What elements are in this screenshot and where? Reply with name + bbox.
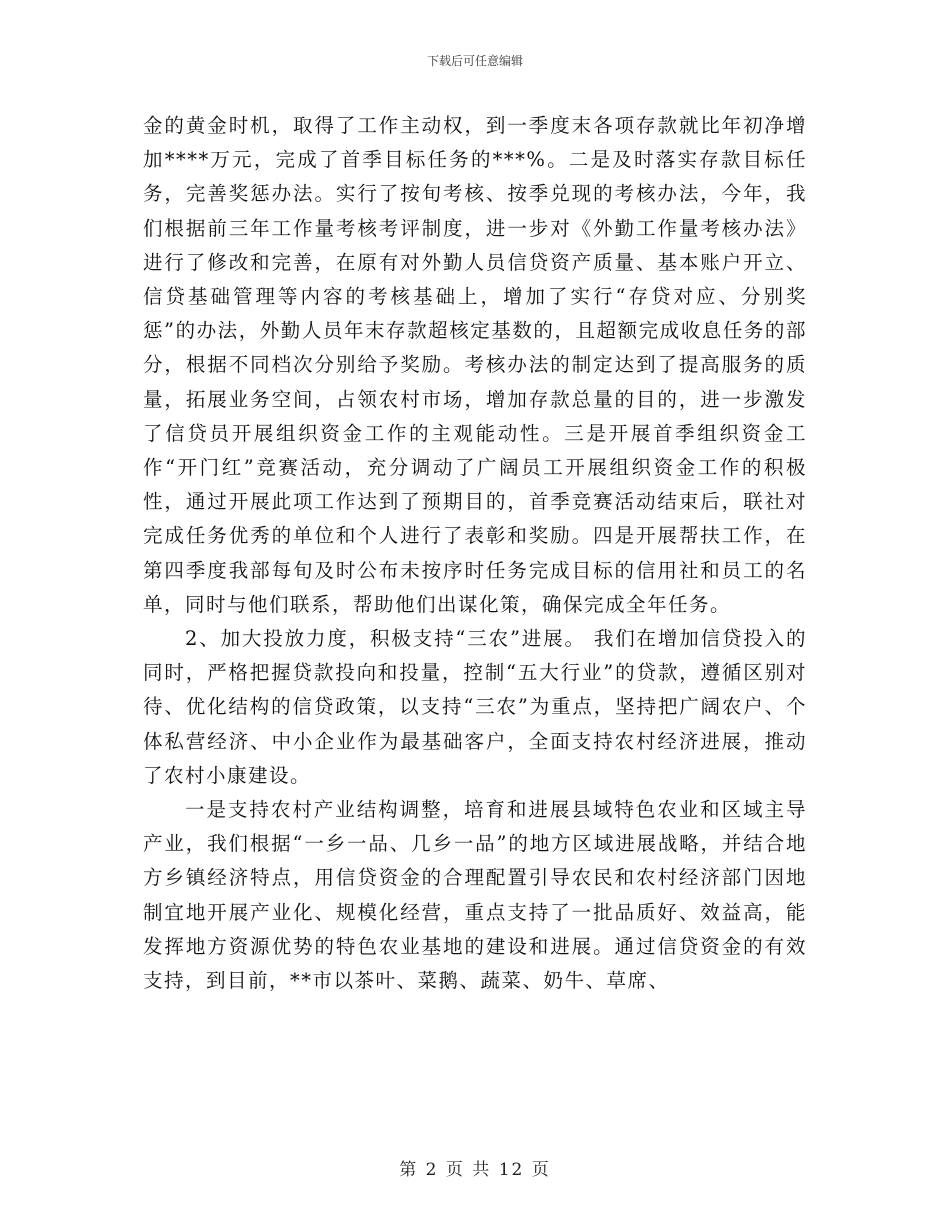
page-number: 第 2 页 共 12 页 <box>399 1160 551 1180</box>
document-body <box>143 109 807 998</box>
paragraph-continued: 金的黄金时机，取得了工作主动权，到一季度末各项存款就比年初净增加****万元，完成了首季目标任务的***%。二是及时落实存款目标任务，完善奖惩办法。实行了按旬考核、按季兑现的考核办法，今年，我们根据前三年工作量考核考评制度，进一步对《外勤工作量考核办法》进行了修改和完善，在原有对外勤人员信贷资产质量、基本账户开立、信贷基础管理等内容的考核基础上，增加了实行“存贷对应、分别奖惩”的办法，外勤人员年末存款超核定基数的，且超额完成收息任务的部分，根据不同档次分别给予奖励。考核办法的制定达到了提高服务的质量，拓展业务空间，占领农村市场，增加存款总量的目的，进一步激发了信贷员开展组织资金工作的主观能动性。三是开展首季组织资金工作“开门红”竞赛活动，充分调动了广阔员工开展组织资金工作的积极性，通过开展此项工作达到了预期目的，首季竞赛活动结束后，联社对完成任务优秀的单位和个人进行了表彰和奖励。四是开展帮扶工作，在第四季度我部每旬及时公布未按序时任务完成目标的信用社和员工的名单，同时与他们联系，帮助他们出谋化策，确保完成全年任务。 <box>143 114 807 616</box>
paragraph-point-1: 一是支持农村产业结构调整，培育和进展县域特色农业和区域主导产业，我们根据“一乡一品、几乡一品”的地方区域进展战略，并结合地方乡镇经济特点，用信贷资金的合理配置引导农民和农村经济部门因地制宜地开展产业化、规模化经营，重点支持了一批品质好、效益高，能发挥地方资源优势的特色农业基地的建设和进展。通过信贷资金的有效支持，到目前，**市以茶叶、菜鹅、蔬菜、奶牛、草席、 <box>143 798 807 993</box>
page-header: 下载后可任意编辑 <box>426 54 523 68</box>
paragraph-section-2: 2、加大投放力度，积极支持“三农”进展。 我们在增加信贷投入的同时，严格把握贷款投向和投量，控制“五大行业”的贷款，遵循区别对待、优化结构的信贷政策，以支持“三农”为重点，坚持把广阔农户、个体私营经济、中小企业作为最基础客户，全面支持农村经济进展，推动了农村小康建设。 <box>143 627 807 787</box>
